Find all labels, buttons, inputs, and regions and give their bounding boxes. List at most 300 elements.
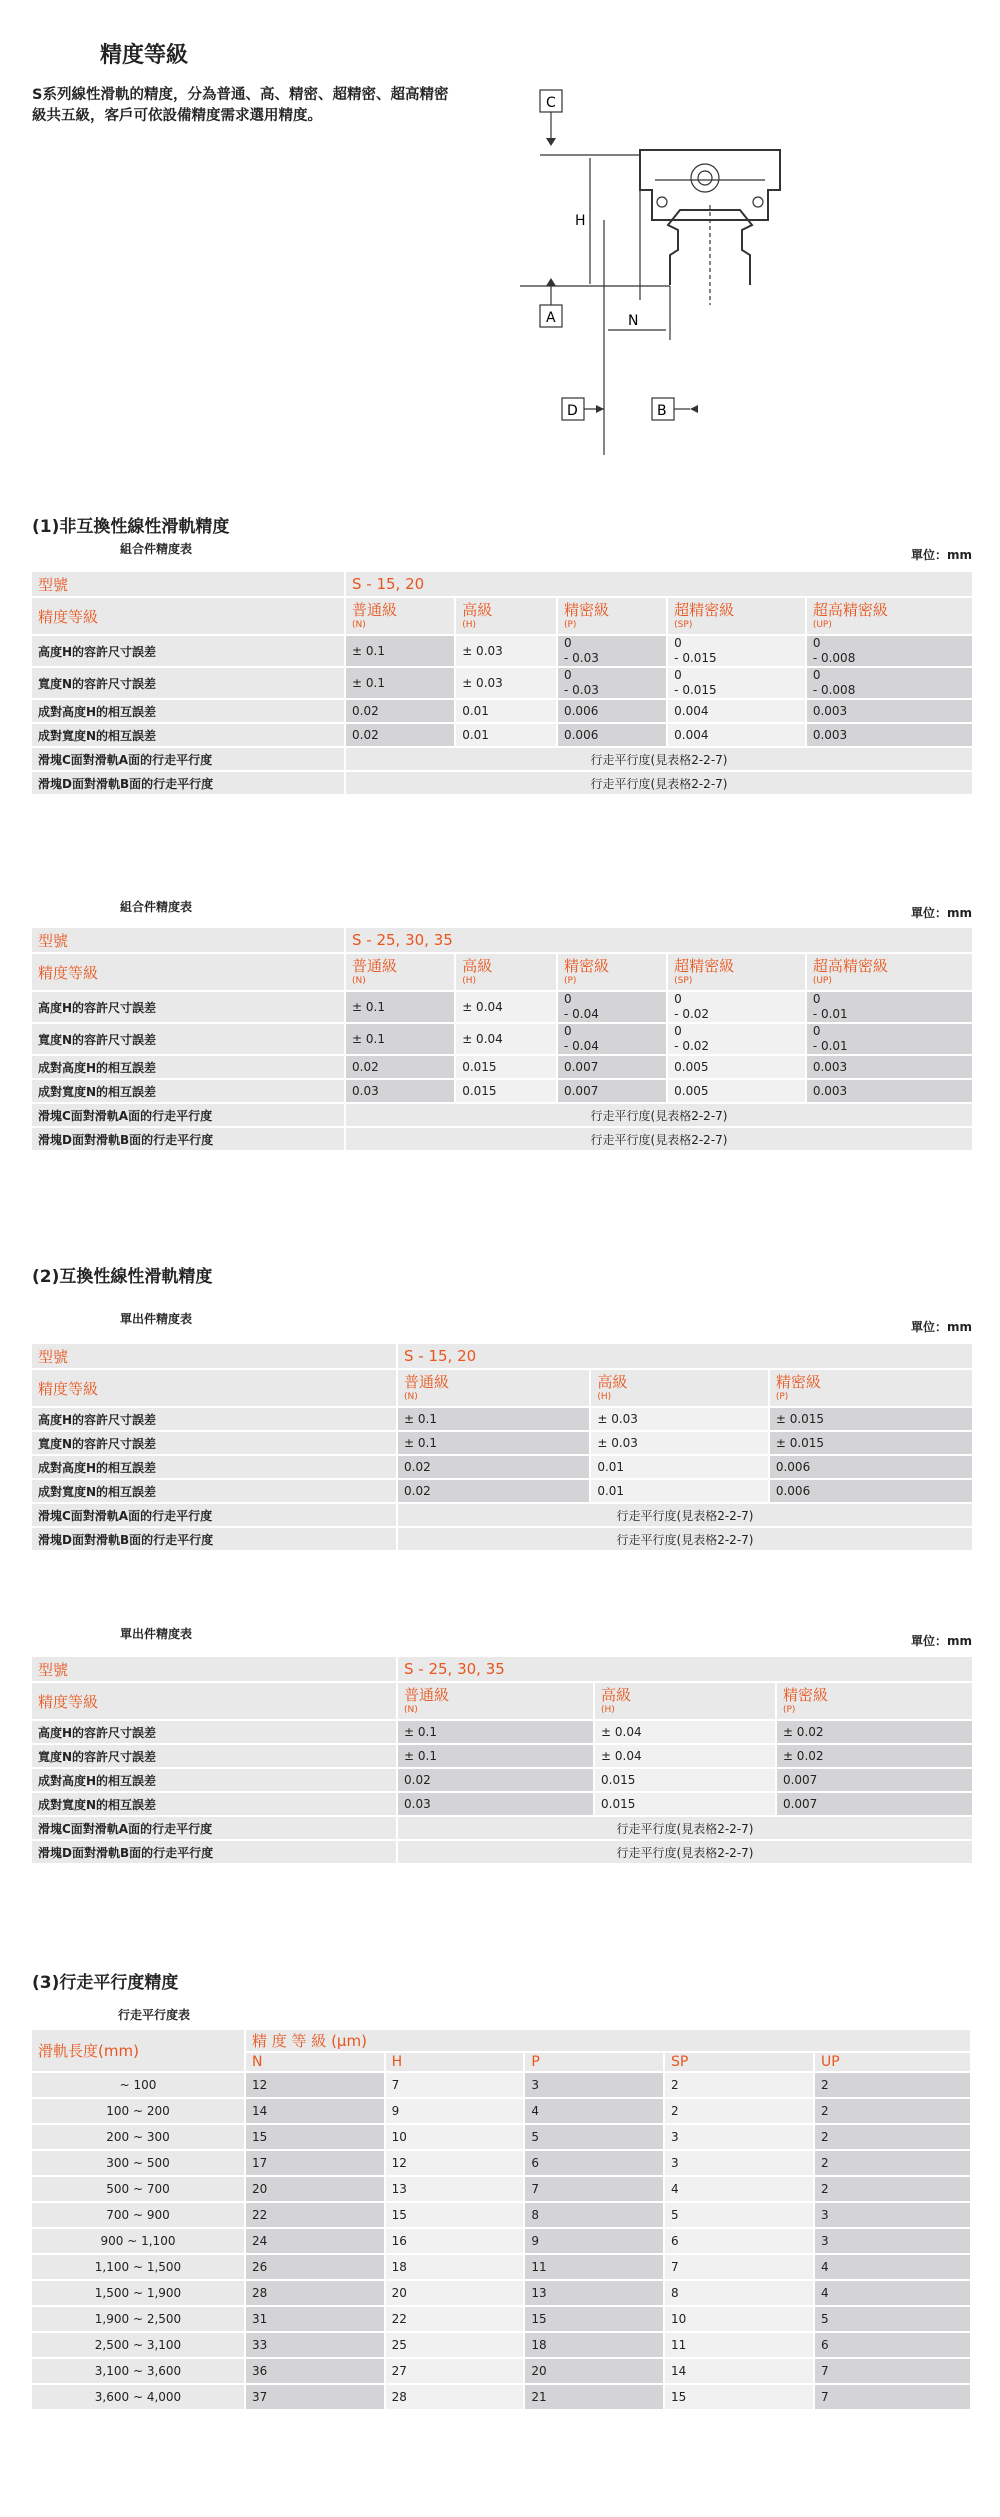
value-cell: 6 xyxy=(525,2151,663,2175)
span-value: 行走平行度(見表格2-2-7) xyxy=(346,1104,972,1126)
table-row xyxy=(32,2203,970,2227)
grade-code: (UP) xyxy=(812,976,832,986)
value-text: ± 0.1 xyxy=(352,676,385,690)
value-text: 0.02 xyxy=(352,1060,379,1074)
grade-code: (N) xyxy=(404,1705,418,1715)
value-cell xyxy=(558,700,666,722)
table-unit: 單位：mm xyxy=(910,1320,972,1334)
length-range: 2,500 ~ 3,100 xyxy=(32,2333,244,2357)
table-row xyxy=(32,1024,972,1054)
value-text: 0.005 xyxy=(674,1060,709,1074)
value-text: 0 xyxy=(563,1024,572,1038)
value-cell xyxy=(591,1480,768,1502)
model-value: S - 15, 20 xyxy=(398,1344,972,1368)
value-cell xyxy=(346,724,454,746)
value-cell xyxy=(558,992,666,1022)
value-cell: 6 xyxy=(665,2229,813,2253)
model-row xyxy=(32,1344,972,1368)
table-row xyxy=(32,2099,970,2123)
value-text: 0.03 xyxy=(352,1084,379,1098)
value-text: 0.02 xyxy=(404,1460,431,1474)
grade-cell xyxy=(591,1370,768,1406)
value-text: 0.006 xyxy=(563,728,599,742)
span-value: 行走平行度(見表格2-2-7) xyxy=(398,1841,972,1863)
parallelism-table xyxy=(30,2028,972,2411)
value-cell: 15 xyxy=(386,2203,524,2227)
model-label: 型號 xyxy=(32,572,344,596)
row-label: 寬度N的容許尺寸誤差 xyxy=(32,1745,396,1767)
value-cell xyxy=(456,1080,556,1102)
grade-name: 高級 xyxy=(462,957,493,975)
table-row xyxy=(32,1080,972,1102)
value-text: ± 0.03 xyxy=(597,1436,638,1450)
value-cell: 10 xyxy=(386,2125,524,2149)
value-cell xyxy=(668,1080,805,1102)
grade-name: 超高精密級 xyxy=(812,957,888,975)
model-label: 型號 xyxy=(32,928,344,952)
accuracy-table xyxy=(30,1342,974,1552)
value-cell xyxy=(456,992,556,1022)
span-row xyxy=(32,1128,972,1150)
value-cell: 5 xyxy=(665,2203,813,2227)
value-cell xyxy=(668,636,805,666)
value-cell xyxy=(558,1024,666,1054)
value-cell: 3 xyxy=(665,2125,813,2149)
value-cell xyxy=(591,1432,768,1454)
length-range: 3,600 ~ 4,000 xyxy=(32,2385,244,2409)
grade-cell xyxy=(346,598,454,634)
value-text: ± 0.04 xyxy=(462,1032,503,1046)
value-cell: 28 xyxy=(386,2385,524,2409)
grade-name: 高級 xyxy=(462,601,493,619)
value-cell xyxy=(398,1793,593,1815)
value-text: 0 xyxy=(674,1024,682,1038)
value-text: 0.015 xyxy=(462,1084,497,1098)
section2-title: (2)互換性線性滑軌精度 xyxy=(32,1267,213,1287)
value-text: ± 0.1 xyxy=(404,1725,437,1739)
value-cell: 21 xyxy=(525,2385,663,2409)
grade-name: 精密級 xyxy=(563,601,609,619)
value-cell xyxy=(668,668,805,698)
grade-code: (P) xyxy=(563,620,577,630)
table-row xyxy=(32,724,972,746)
grade-name: 超精密級 xyxy=(674,957,735,975)
grade-cell xyxy=(807,598,972,634)
value-cell xyxy=(456,1024,556,1054)
value-cell xyxy=(558,668,666,698)
value-cell xyxy=(398,1745,593,1767)
model-value: S - 25, 30, 35 xyxy=(346,928,972,952)
value-cell xyxy=(398,1432,589,1454)
row-label: 滑塊C面對滑軌A面的行走平行度 xyxy=(32,748,344,770)
value-text: - 0.02 xyxy=(674,1039,710,1053)
value-cell: 15 xyxy=(665,2385,813,2409)
value-cell: 3 xyxy=(815,2203,970,2227)
table-row xyxy=(32,992,972,1022)
model-value: S - 25, 30, 35 xyxy=(398,1657,972,1681)
value-text: - 0.02 xyxy=(674,1007,710,1021)
grade-cell xyxy=(456,598,556,634)
row-label: 成對高度H的相互誤差 xyxy=(32,1456,396,1478)
value-cell xyxy=(346,1056,454,1078)
value-cell xyxy=(807,1024,972,1054)
value-cell xyxy=(807,992,972,1022)
value-cell: 7 xyxy=(525,2177,663,2201)
length-range: 3,100 ~ 3,600 xyxy=(32,2359,244,2383)
table-row xyxy=(32,2255,970,2279)
value-cell xyxy=(346,636,454,666)
value-cell: 6 xyxy=(815,2333,970,2357)
value-cell xyxy=(456,636,556,666)
grade-cell xyxy=(770,1370,972,1406)
value-text: ± 0.04 xyxy=(601,1725,642,1739)
row-label: 滑塊D面對滑軌B面的行走平行度 xyxy=(32,1128,344,1150)
span-row xyxy=(32,1528,972,1550)
value-text: 0 xyxy=(812,668,821,682)
section3-caption: 行走平行度表 xyxy=(118,2008,191,2022)
value-cell: 3 xyxy=(665,2151,813,2175)
diagram-label-n: N xyxy=(628,313,639,329)
value-cell: 5 xyxy=(525,2125,663,2149)
value-cell: 31 xyxy=(246,2307,384,2331)
value-cell: 13 xyxy=(525,2281,663,2305)
grade-code: (P) xyxy=(563,976,577,986)
grade-code: (H) xyxy=(462,620,476,630)
length-range: 500 ~ 700 xyxy=(32,2177,244,2201)
value-cell: 16 xyxy=(386,2229,524,2253)
value-text: ± 0.1 xyxy=(404,1412,437,1426)
grade-label: 精度等級 xyxy=(32,954,344,990)
grade-name: 高級 xyxy=(601,1686,632,1704)
value-cell xyxy=(668,992,805,1022)
value-cell: 12 xyxy=(386,2151,524,2175)
value-cell xyxy=(770,1480,972,1502)
value-cell xyxy=(595,1793,775,1815)
value-cell: 18 xyxy=(386,2255,524,2279)
grade-label: 精度等級 xyxy=(32,598,344,634)
value-cell: 22 xyxy=(246,2203,384,2227)
length-range: 1,100 ~ 1,500 xyxy=(32,2255,244,2279)
value-cell: 14 xyxy=(665,2359,813,2383)
value-text: 0.02 xyxy=(352,728,379,742)
value-text: 0.007 xyxy=(563,1060,599,1074)
value-cell: 9 xyxy=(525,2229,663,2253)
grade-cell xyxy=(668,598,805,634)
value-cell xyxy=(777,1721,972,1743)
value-cell xyxy=(777,1793,972,1815)
table-row xyxy=(32,2229,970,2253)
table-row xyxy=(32,636,972,666)
grade-label: 精度等級 xyxy=(32,1370,396,1406)
row-label: 滑塊D面對滑軌B面的行走平行度 xyxy=(32,1528,396,1550)
value-cell xyxy=(668,1024,805,1054)
value-text: 0.006 xyxy=(775,1484,811,1498)
value-cell: 7 xyxy=(665,2255,813,2279)
grade-label: 精度等級 xyxy=(32,1683,396,1719)
value-text: 0.02 xyxy=(404,1773,431,1787)
value-text: 0.02 xyxy=(404,1484,431,1498)
row-label: 成對寬度N的相互誤差 xyxy=(32,724,344,746)
model-row xyxy=(32,928,972,952)
table-row xyxy=(32,1793,972,1815)
diagram-label-b: B xyxy=(657,403,667,419)
value-cell xyxy=(591,1408,768,1430)
grade-name: 普通級 xyxy=(352,957,398,975)
value-text: ± 0.015 xyxy=(775,1412,825,1426)
value-cell: 11 xyxy=(525,2255,663,2279)
value-cell: 15 xyxy=(525,2307,663,2331)
value-text: 0.01 xyxy=(597,1484,625,1498)
value-cell: 22 xyxy=(386,2307,524,2331)
value-cell: 4 xyxy=(525,2099,663,2123)
grade-code-cell: H xyxy=(386,2053,524,2071)
value-cell xyxy=(777,1769,972,1791)
span-value: 行走平行度(見表格2-2-7) xyxy=(398,1528,972,1550)
value-cell: 12 xyxy=(246,2073,384,2097)
length-range: 300 ~ 500 xyxy=(32,2151,244,2175)
span-value: 行走平行度(見表格2-2-7) xyxy=(346,772,972,794)
value-text: 0.005 xyxy=(674,1084,709,1098)
value-text: 0 xyxy=(812,636,821,650)
grade-cell xyxy=(777,1683,972,1719)
value-cell: 3 xyxy=(815,2229,970,2253)
grade-name: 普通級 xyxy=(404,1373,450,1391)
value-text: 0.01 xyxy=(597,1460,625,1474)
value-cell: 17 xyxy=(246,2151,384,2175)
value-text: ± 0.1 xyxy=(404,1436,437,1450)
model-value: S - 15, 20 xyxy=(346,572,972,596)
grade-code: (P) xyxy=(775,1392,789,1402)
value-cell xyxy=(668,724,805,746)
value-text: 0.01 xyxy=(462,704,489,718)
row-label: 成對高度H的相互誤差 xyxy=(32,1056,344,1078)
value-text: 0.006 xyxy=(775,1460,811,1474)
value-cell: 14 xyxy=(246,2099,384,2123)
value-text: - 0.04 xyxy=(563,1039,599,1053)
value-text: ± 0.04 xyxy=(462,1000,503,1014)
value-cell: 24 xyxy=(246,2229,384,2253)
span-row xyxy=(32,1504,972,1526)
value-cell: 20 xyxy=(386,2281,524,2305)
grade-cell xyxy=(595,1683,775,1719)
value-cell: 7 xyxy=(815,2359,970,2383)
table-row xyxy=(32,1408,972,1430)
value-cell xyxy=(346,668,454,698)
grade-name: 精密級 xyxy=(563,957,609,975)
value-cell xyxy=(807,724,972,746)
value-text: 0.03 xyxy=(404,1797,431,1811)
value-cell: 8 xyxy=(665,2281,813,2305)
value-cell: 36 xyxy=(246,2359,384,2383)
table-row xyxy=(32,2385,970,2409)
grade-name: 精密級 xyxy=(775,1373,821,1391)
table-row xyxy=(32,2281,970,2305)
value-text: 0.004 xyxy=(674,728,709,742)
grade-name: 普通級 xyxy=(352,601,398,619)
value-cell xyxy=(398,1456,589,1478)
value-text: 0.007 xyxy=(782,1797,818,1811)
value-cell: 18 xyxy=(525,2333,663,2357)
grade-name: 超精密級 xyxy=(674,601,735,619)
table-row xyxy=(32,700,972,722)
rail-diagram xyxy=(520,80,960,460)
accuracy-table xyxy=(30,570,974,796)
section1-title: (1)非互換性線性滑軌精度 xyxy=(32,517,230,537)
length-header: 滑軌長度(mm) xyxy=(32,2030,244,2071)
value-text: 0.02 xyxy=(352,704,379,718)
length-range: ~ 100 xyxy=(32,2073,244,2097)
span-value: 行走平行度(見表格2-2-7) xyxy=(398,1504,972,1526)
table-caption: 組合件精度表 xyxy=(120,900,193,914)
value-cell xyxy=(346,1024,454,1054)
value-text: 0.006 xyxy=(563,704,599,718)
grade-code-cell: P xyxy=(525,2053,663,2071)
value-cell xyxy=(770,1408,972,1430)
accuracy-table xyxy=(30,1655,974,1865)
table-row xyxy=(32,2151,970,2175)
value-cell xyxy=(777,1745,972,1767)
value-cell xyxy=(807,1080,972,1102)
value-cell xyxy=(456,1056,556,1078)
value-text: 0.007 xyxy=(782,1773,818,1787)
grade-code: (SP) xyxy=(674,620,693,630)
row-label: 滑塊D面對滑軌B面的行走平行度 xyxy=(32,1841,396,1863)
intro-text: S系列線性滑軌的精度，分為普通、高、精密、超精密、超高精密級共五級，客戶可依設備精度需求選用精度。 xyxy=(32,87,449,124)
value-text: ± 0.03 xyxy=(597,1412,638,1426)
span-value: 行走平行度(見表格2-2-7) xyxy=(346,748,972,770)
value-cell xyxy=(807,1056,972,1078)
model-row xyxy=(32,1657,972,1681)
diagram-label-a: A xyxy=(546,310,556,326)
value-text: ± 0.1 xyxy=(352,1032,385,1046)
value-cell: 15 xyxy=(246,2125,384,2149)
value-text: 0 xyxy=(563,668,572,682)
value-cell xyxy=(595,1745,775,1767)
grade-cell xyxy=(398,1370,589,1406)
value-cell: 9 xyxy=(386,2099,524,2123)
section3-title: (3)行走平行度精度 xyxy=(32,1973,179,1993)
grade-cell xyxy=(807,954,972,990)
grade-code: (H) xyxy=(601,1705,615,1715)
grade-name: 精密級 xyxy=(782,1686,828,1704)
value-text: 0 xyxy=(563,992,572,1006)
value-text: 0.003 xyxy=(812,1084,848,1098)
accuracy-table xyxy=(30,926,974,1152)
value-text: 0.015 xyxy=(462,1060,497,1074)
value-cell xyxy=(398,1480,589,1502)
value-cell: 27 xyxy=(386,2359,524,2383)
value-text: - 0.03 xyxy=(563,683,599,697)
value-cell xyxy=(456,700,556,722)
row-label: 成對寬度N的相互誤差 xyxy=(32,1080,344,1102)
value-cell: 2 xyxy=(815,2073,970,2097)
value-cell xyxy=(398,1769,593,1791)
span-row xyxy=(32,1104,972,1126)
grade-header: 精 度 等 級 (μm) xyxy=(246,2030,970,2051)
grade-code-cell: UP xyxy=(815,2053,970,2071)
value-cell: 2 xyxy=(815,2125,970,2149)
value-text: 0 xyxy=(674,636,682,650)
value-cell: 10 xyxy=(665,2307,813,2331)
row-label: 成對寬度N的相互誤差 xyxy=(32,1793,396,1815)
grade-cell xyxy=(558,954,666,990)
diagram-label-c: C xyxy=(546,95,556,111)
row-label: 高度H的容許尺寸誤差 xyxy=(32,1721,396,1743)
grade-row xyxy=(32,598,972,634)
span-row xyxy=(32,772,972,794)
value-cell xyxy=(558,636,666,666)
value-cell xyxy=(346,700,454,722)
span-row xyxy=(32,1817,972,1839)
table-row xyxy=(32,1432,972,1454)
row-label: 高度H的容許尺寸誤差 xyxy=(32,992,344,1022)
row-label: 滑塊D面對滑軌B面的行走平行度 xyxy=(32,772,344,794)
grade-code-cell: SP xyxy=(665,2053,813,2071)
row-label: 成對高度H的相互誤差 xyxy=(32,1769,396,1791)
value-cell xyxy=(807,700,972,722)
table-unit: 單位：mm xyxy=(910,906,972,920)
value-text: - 0.015 xyxy=(674,683,717,697)
value-cell xyxy=(398,1408,589,1430)
value-cell xyxy=(807,668,972,698)
value-cell: 2 xyxy=(815,2099,970,2123)
value-text: 0.015 xyxy=(601,1797,636,1811)
grade-name: 高級 xyxy=(597,1373,628,1391)
value-text: ± 0.03 xyxy=(462,644,503,658)
value-cell: 26 xyxy=(246,2255,384,2279)
grade-row xyxy=(32,1683,972,1719)
row-label: 滑塊C面對滑軌A面的行走平行度 xyxy=(32,1817,396,1839)
value-text: 0.007 xyxy=(563,1084,599,1098)
grade-code: (H) xyxy=(597,1392,612,1402)
table-row xyxy=(32,2333,970,2357)
value-cell xyxy=(346,1080,454,1102)
value-cell: 20 xyxy=(246,2177,384,2201)
table-row xyxy=(32,2359,970,2383)
grade-code: (P) xyxy=(782,1705,796,1715)
value-text: 0.003 xyxy=(812,1060,848,1074)
value-text: ± 0.1 xyxy=(352,1000,385,1014)
grade-code: (N) xyxy=(352,620,366,630)
length-range: 100 ~ 200 xyxy=(32,2099,244,2123)
value-text: 0 xyxy=(563,636,572,650)
value-text: - 0.01 xyxy=(812,1007,848,1021)
span-value: 行走平行度(見表格2-2-7) xyxy=(398,1817,972,1839)
table-row xyxy=(32,1745,972,1767)
value-text: ± 0.04 xyxy=(601,1749,642,1763)
table-row xyxy=(32,1456,972,1478)
value-cell xyxy=(807,636,972,666)
grade-code: (N) xyxy=(404,1392,418,1402)
length-range: 900 ~ 1,100 xyxy=(32,2229,244,2253)
row-label: 成對寬度N的相互誤差 xyxy=(32,1480,396,1502)
table-row xyxy=(32,2307,970,2331)
value-cell: 7 xyxy=(386,2073,524,2097)
grade-row xyxy=(32,1370,972,1406)
value-cell xyxy=(770,1456,972,1478)
table-caption: 單出件精度表 xyxy=(120,1627,193,1641)
value-text: 0 xyxy=(812,1024,821,1038)
value-text: 0.01 xyxy=(462,728,489,742)
row-label: 高度H的容許尺寸誤差 xyxy=(32,636,344,666)
value-cell xyxy=(595,1769,775,1791)
value-cell xyxy=(456,724,556,746)
table-row xyxy=(32,1480,972,1502)
value-text: ± 0.02 xyxy=(782,1725,824,1739)
value-cell xyxy=(668,1056,805,1078)
value-cell xyxy=(591,1456,768,1478)
grade-row xyxy=(32,954,972,990)
